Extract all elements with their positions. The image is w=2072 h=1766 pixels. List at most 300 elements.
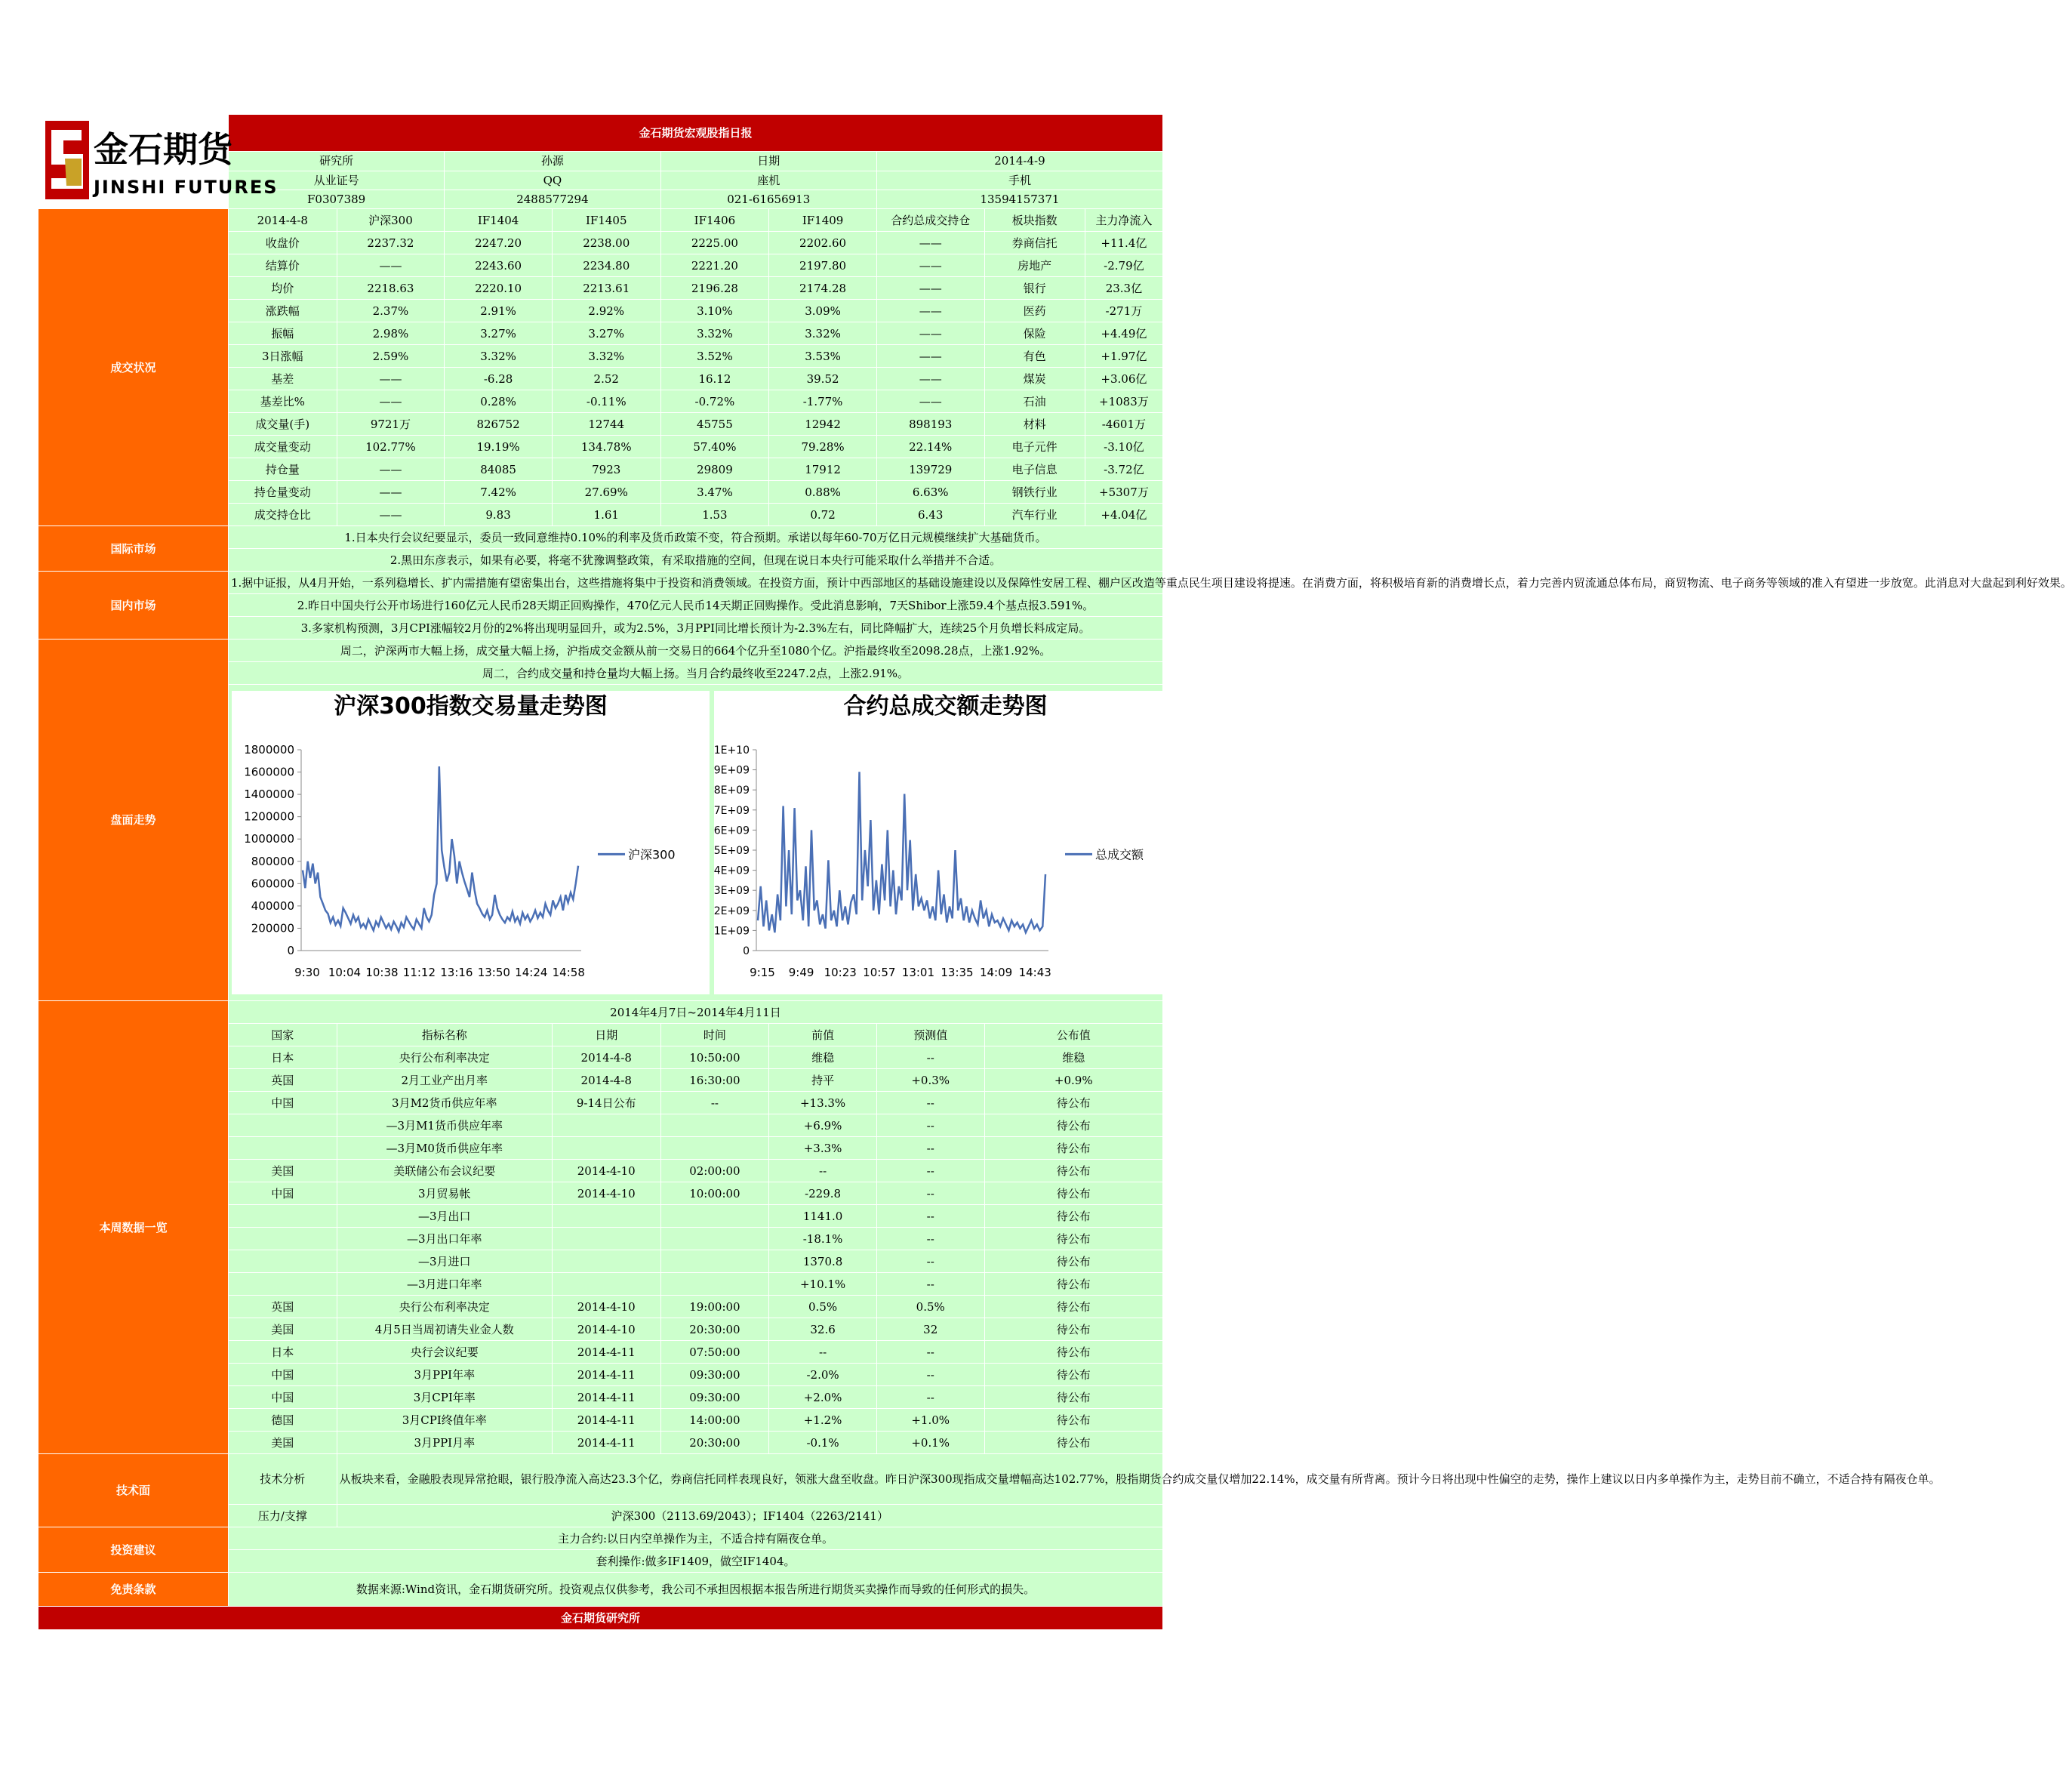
trade-cell: 房地产	[984, 254, 1085, 277]
tech-label: 压力/支撑	[228, 1505, 337, 1527]
trade-header-cell: 主力净流入	[1085, 209, 1162, 232]
trade-header-cell: 合约总成交持仓	[876, 209, 984, 232]
weekly-cell: 3月PPI年率	[337, 1364, 552, 1386]
domestic-market-text: 3.多家机构预测，3月CPI涨幅较2月份的2%将出现明显回升，或为2.5%，3月PPI同比增长预计为-2.3%左右，同比降幅扩大，连续25个月负增长料成定局。	[228, 617, 1162, 640]
header-info-cell: 从业证号	[228, 171, 444, 190]
trade-cell: 7923	[552, 458, 660, 481]
logo-cn-text: 金石期货	[94, 129, 233, 170]
section-trade: 成交状况	[38, 209, 229, 526]
weekly-cell: 10:00:00	[660, 1182, 769, 1205]
weekly-cell	[228, 1228, 337, 1250]
y-tick-label: 0	[743, 945, 750, 957]
trade-cell: 医药	[984, 300, 1085, 322]
weekly-cell: 中国	[228, 1386, 337, 1409]
trade-cell: 持仓量	[228, 458, 337, 481]
section-disclaimer: 免责条款	[38, 1573, 229, 1607]
y-tick-label: 7E+09	[713, 804, 750, 817]
weekly-cell: —3月出口	[337, 1205, 552, 1228]
x-tick-label: 9:15	[750, 966, 775, 979]
trade-cell: 汽车行业	[984, 504, 1085, 526]
weekly-header-cell: 国家	[228, 1024, 337, 1046]
trade-cell: ——	[337, 254, 445, 277]
trade-cell: 3.32%	[660, 322, 769, 345]
weekly-cell: 待公布	[984, 1092, 1162, 1114]
weekly-cell: 14:00:00	[660, 1409, 769, 1432]
weekly-cell: --	[876, 1250, 984, 1273]
y-tick-label: 1E+10	[713, 744, 750, 757]
x-tick-label: 9:49	[788, 966, 814, 979]
weekly-cell	[552, 1228, 660, 1250]
trade-cell: 6.63%	[876, 481, 984, 504]
trade-cell: -271万	[1085, 300, 1162, 322]
weekly-cell: 3月贸易帐	[337, 1182, 552, 1205]
chart-container	[232, 691, 1159, 994]
trade-cell: 2237.32	[337, 232, 445, 254]
weekly-cell: --	[876, 1273, 984, 1296]
header-info-cell: F0307389	[228, 190, 444, 208]
weekly-cell	[228, 1137, 337, 1160]
weekly-cell: +6.9%	[769, 1114, 877, 1137]
weekly-header-cell: 公布值	[984, 1024, 1162, 1046]
chart-svg	[714, 691, 1177, 994]
trade-cell: 煤炭	[984, 368, 1085, 390]
trade-cell: 2.59%	[337, 345, 445, 368]
y-tick-label: 3E+09	[713, 885, 750, 898]
weekly-cell: 2014-4-11	[552, 1409, 660, 1432]
trade-cell: ——	[876, 345, 984, 368]
legend-label: 总成交额	[1094, 847, 1144, 862]
weekly-cell: +0.1%	[876, 1432, 984, 1454]
trade-cell: -1.77%	[769, 390, 877, 413]
header-info-cell: 021-61656913	[660, 190, 876, 208]
x-tick-label: 9:30	[294, 966, 320, 979]
y-tick-label: 1E+09	[713, 925, 750, 938]
weekly-cell: -0.1%	[769, 1432, 877, 1454]
weekly-cell: --	[876, 1114, 984, 1137]
y-tick-label: 1600000	[244, 765, 294, 779]
trade-cell: 45755	[660, 413, 769, 436]
trade-cell: 2197.80	[769, 254, 877, 277]
trade-cell: +11.4亿	[1085, 232, 1162, 254]
weekly-cell: —3月进口	[337, 1250, 552, 1273]
weekly-cell: 2014-4-10	[552, 1318, 660, 1341]
trade-cell: 29809	[660, 458, 769, 481]
weekly-cell: --	[876, 1092, 984, 1114]
y-tick-label: 0	[287, 944, 294, 957]
header-info-cell: QQ	[445, 171, 660, 190]
weekly-cell: 1370.8	[769, 1250, 877, 1273]
weekly-cell	[228, 1250, 337, 1273]
trade-cell: +5307万	[1085, 481, 1162, 504]
weekly-cell: 2月工业产出月率	[337, 1069, 552, 1092]
trade-cell: 12744	[552, 413, 660, 436]
trade-cell: 结算价	[228, 254, 337, 277]
weekly-cell: --	[769, 1341, 877, 1364]
chart-0	[232, 691, 710, 994]
weekly-cell: 美国	[228, 1432, 337, 1454]
advice-text: 主力合约:以日内空单操作为主，不适合持有隔夜仓单。	[228, 1527, 1162, 1550]
section-domestic: 国内市场	[38, 572, 229, 640]
trade-cell: ——	[337, 504, 445, 526]
weekly-cell: 07:50:00	[660, 1341, 769, 1364]
weekly-header-cell: 预测值	[876, 1024, 984, 1046]
trade-cell: 7.42%	[445, 481, 553, 504]
y-tick-label: 8E+09	[713, 784, 750, 797]
weekly-cell: 2014-4-10	[552, 1182, 660, 1205]
weekly-cell: -18.1%	[769, 1228, 877, 1250]
x-tick-label: 13:50	[477, 966, 510, 979]
trade-cell: 134.78%	[552, 436, 660, 458]
y-tick-label: 400000	[251, 898, 294, 913]
trade-cell: 基差比%	[228, 390, 337, 413]
weekly-cell: 2014-4-11	[552, 1364, 660, 1386]
trade-cell: 2.92%	[552, 300, 660, 322]
weekly-cell: 待公布	[984, 1160, 1162, 1182]
x-tick-label: 14:09	[979, 966, 1013, 979]
tech-levels: 沪深300（2113.69/2043）；IF1404（2263/2141）	[337, 1505, 1162, 1527]
trade-cell: ——	[876, 254, 984, 277]
trade-cell: 139729	[876, 458, 984, 481]
weekly-cell: 32.6	[769, 1318, 877, 1341]
weekly-cell: +0.3%	[876, 1069, 984, 1092]
y-tick-label: 600000	[251, 877, 294, 891]
trade-cell: 826752	[445, 413, 553, 436]
trade-cell: ——	[876, 277, 984, 300]
advice-text: 套利操作:做多IF1409，做空IF1404。	[228, 1550, 1162, 1573]
trade-cell: 9.83	[445, 504, 553, 526]
weekly-cell: 3月PPI月率	[337, 1432, 552, 1454]
weekly-cell: 2014-4-11	[552, 1341, 660, 1364]
trade-cell: 3.53%	[769, 345, 877, 368]
trade-header-cell: IF1404	[445, 209, 553, 232]
weekly-cell: 待公布	[984, 1386, 1162, 1409]
weekly-cell: 4月5日当周初请失业金人数	[337, 1318, 552, 1341]
weekly-cell: --	[876, 1205, 984, 1228]
trade-cell: 2221.20	[660, 254, 769, 277]
trade-cell: -3.10亿	[1085, 436, 1162, 458]
report-table	[38, 114, 2072, 1630]
trade-cell: 石油	[984, 390, 1085, 413]
trade-cell: 3日涨幅	[228, 345, 337, 368]
weekly-cell	[552, 1205, 660, 1228]
weekly-header-cell: 日期	[552, 1024, 660, 1046]
trade-cell: ——	[337, 390, 445, 413]
y-tick-label: 1800000	[244, 743, 294, 757]
trade-cell: 2.37%	[337, 300, 445, 322]
weekly-cell: 日本	[228, 1341, 337, 1364]
weekly-cell	[228, 1273, 337, 1296]
trade-cell: 2243.60	[445, 254, 553, 277]
trade-cell: 成交量变动	[228, 436, 337, 458]
trade-header-cell: 2014-4-8	[228, 209, 337, 232]
weekly-cell: 3月CPI年率	[337, 1386, 552, 1409]
trade-cell: 3.27%	[445, 322, 553, 345]
trade-cell: 1.53	[660, 504, 769, 526]
header-info-cell: 2488577294	[445, 190, 660, 208]
trend-text: 周二，合约成交量和持仓量均大幅上扬。当月合约最终收至2247.2点，上涨2.91%。	[228, 662, 1162, 685]
weekly-cell: --	[876, 1364, 984, 1386]
weekly-cell: 19:00:00	[660, 1296, 769, 1318]
trade-cell: 9721万	[337, 413, 445, 436]
weekly-cell: +1.2%	[769, 1409, 877, 1432]
y-tick-label: 9E+09	[713, 764, 750, 777]
trade-cell: 2220.10	[445, 277, 553, 300]
weekly-cell	[228, 1205, 337, 1228]
trade-cell: 电子元件	[984, 436, 1085, 458]
trade-cell: -4601万	[1085, 413, 1162, 436]
trade-header-cell: IF1409	[769, 209, 877, 232]
weekly-cell	[660, 1114, 769, 1137]
section-advice: 投资建议	[38, 1527, 229, 1573]
weekly-cell: +3.3%	[769, 1137, 877, 1160]
weekly-cell	[660, 1250, 769, 1273]
weekly-cell: 2014-4-10	[552, 1296, 660, 1318]
weekly-cell: 待公布	[984, 1273, 1162, 1296]
trade-cell: 振幅	[228, 322, 337, 345]
trade-cell: 持仓量变动	[228, 481, 337, 504]
weekly-cell: 10:50:00	[660, 1046, 769, 1069]
y-tick-label: 200000	[251, 921, 294, 935]
weekly-cell: 0.5%	[876, 1296, 984, 1318]
weekly-cell: --	[769, 1160, 877, 1182]
weekly-cell: 20:30:00	[660, 1318, 769, 1341]
trade-cell: ——	[876, 390, 984, 413]
trade-cell: 收盘价	[228, 232, 337, 254]
trade-cell: 2218.63	[337, 277, 445, 300]
trade-cell: -6.28	[445, 368, 553, 390]
trade-header-cell: 沪深300	[337, 209, 445, 232]
jinshi-logo-icon	[42, 115, 279, 205]
domestic-market-text: 2.昨日中国央行公开市场进行160亿元人民币28天期正回购操作，470亿元人民币14天期正回购操作。受此消息影响，7天Shibor上涨59.4个基点报3.591%。	[228, 594, 1162, 617]
trade-cell: 银行	[984, 277, 1085, 300]
section-trend: 盘面走势	[38, 640, 229, 1001]
weekly-cell: 0.5%	[769, 1296, 877, 1318]
weekly-cell: 待公布	[984, 1228, 1162, 1250]
weekly-cell: —3月M0货币供应年率	[337, 1137, 552, 1160]
trade-cell: 17912	[769, 458, 877, 481]
trade-cell: 898193	[876, 413, 984, 436]
trade-cell: 2234.80	[552, 254, 660, 277]
trade-cell: -0.11%	[552, 390, 660, 413]
weekly-cell: 32	[876, 1318, 984, 1341]
weekly-cell: 央行公布利率决定	[337, 1046, 552, 1069]
logo-en-text: JINSHI FUTURES	[94, 177, 279, 198]
weekly-cell: 维稳	[984, 1046, 1162, 1069]
series-line	[758, 772, 1045, 932]
weekly-cell	[660, 1273, 769, 1296]
weekly-header-cell: 前值	[769, 1024, 877, 1046]
weekly-cell: 央行公布利率决定	[337, 1296, 552, 1318]
weekly-cell: 20:30:00	[660, 1432, 769, 1454]
trade-cell: 均价	[228, 277, 337, 300]
domestic-market-text: 1.据中证报，从4月开始，一系列稳增长、扩内需措施有望密集出台，这些措施将集中于投资和消费领域。在投资方面，预计中西部地区的基础设施建设以及保障性安居工程、棚户区改造等重点民生项目建设将提速。在消费方面，将积极培育新的消费增长点，着力完善内贸流通总体布局，商贸物流、电子商务等领域的准入有望进一步放宽。此消息对大盘起到利好效果。	[228, 572, 1162, 594]
weekly-cell: 3月CPI终值年率	[337, 1409, 552, 1432]
weekly-cell	[228, 1114, 337, 1137]
weekly-cell: 待公布	[984, 1296, 1162, 1318]
intl-market-text: 1.日本央行会议纪要显示，委员一致同意维持0.10%的利率及货币政策不变，符合预期。承诺以每年60-70万亿日元规模继续扩大基础货币。	[228, 526, 1162, 549]
weekly-cell	[552, 1137, 660, 1160]
trade-cell: 22.14%	[876, 436, 984, 458]
trade-cell: 2174.28	[769, 277, 877, 300]
x-tick-label: 11:12	[402, 966, 436, 979]
header-info-cell: 手机	[876, 171, 1162, 190]
weekly-header-cell: 时间	[660, 1024, 769, 1046]
report-title: 金石期货宏观股指日报	[228, 115, 1162, 152]
trade-cell: 材料	[984, 413, 1085, 436]
weekly-cell: 2014-4-8	[552, 1069, 660, 1092]
trade-cell: ——	[337, 481, 445, 504]
weekly-cell: +1.0%	[876, 1409, 984, 1432]
trade-cell: 3.32%	[445, 345, 553, 368]
trade-cell: 0.88%	[769, 481, 877, 504]
weekly-cell: 2014-4-11	[552, 1386, 660, 1409]
weekly-cell: +0.9%	[984, 1069, 1162, 1092]
trade-cell: 券商信托	[984, 232, 1085, 254]
weekly-cell: --	[876, 1386, 984, 1409]
weekly-cell: 2014-4-11	[552, 1432, 660, 1454]
trade-cell: 有色	[984, 345, 1085, 368]
trade-cell: -2.79亿	[1085, 254, 1162, 277]
chart-title: 合约总成交额走势图	[843, 693, 1048, 720]
header-info-cell: 研究所	[228, 152, 444, 171]
x-tick-label: 13:01	[901, 966, 934, 979]
trade-cell: 3.27%	[552, 322, 660, 345]
x-tick-label: 10:04	[328, 966, 362, 979]
trade-cell: -3.72亿	[1085, 458, 1162, 481]
x-tick-label: 10:23	[824, 966, 857, 979]
weekly-cell: 16:30:00	[660, 1069, 769, 1092]
weekly-cell: +2.0%	[769, 1386, 877, 1409]
y-tick-label: 1400000	[244, 787, 294, 802]
weekly-cell	[552, 1114, 660, 1137]
trade-cell: 3.32%	[552, 345, 660, 368]
header-info-cell: 2014-4-9	[876, 152, 1162, 171]
tech-label: 技术分析	[228, 1454, 337, 1505]
tech-analysis-text: 从板块来看，金融股表现异常抢眼，银行股净流入高达23.3个亿，券商信托同样表现良好，领涨大盘至收盘。昨日沪深300现指成交量增幅高达102.77%，股指期货合约成交量仅增加22.14%，成交量有所背离。预计今日将出现中性偏空的走势，操作上建议以日内多单操作为主，走势目前不确立，不适合持有隔夜仓单。	[337, 1454, 1162, 1505]
weekly-cell: --	[876, 1137, 984, 1160]
section-intl: 国际市场	[38, 526, 229, 572]
weekly-cell: 美国	[228, 1160, 337, 1182]
chart-area	[228, 685, 1162, 1001]
trade-cell: 2213.61	[552, 277, 660, 300]
weekly-cell: 持平	[769, 1069, 877, 1092]
weekly-cell	[552, 1273, 660, 1296]
trade-cell: 3.09%	[769, 300, 877, 322]
trade-cell: ——	[876, 300, 984, 322]
chart-1	[714, 691, 1177, 994]
trade-cell: 12942	[769, 413, 877, 436]
trade-cell: 成交量(手)	[228, 413, 337, 436]
weekly-cell	[660, 1228, 769, 1250]
trade-cell: +1083万	[1085, 390, 1162, 413]
y-tick-label: 1000000	[244, 832, 294, 846]
trade-cell: 2196.28	[660, 277, 769, 300]
weekly-cell	[552, 1250, 660, 1273]
weekly-cell: 英国	[228, 1296, 337, 1318]
trade-cell: ——	[876, 322, 984, 345]
x-tick-label: 10:57	[863, 966, 896, 979]
weekly-cell: 德国	[228, 1409, 337, 1432]
weekly-cell: 待公布	[984, 1341, 1162, 1364]
weekly-cell: 待公布	[984, 1364, 1162, 1386]
footer-bar: 金石期货研究所	[38, 1607, 1163, 1630]
trade-cell: ——	[876, 368, 984, 390]
y-tick-label: 6E+09	[713, 824, 750, 837]
trade-cell: ——	[337, 458, 445, 481]
weekly-cell: --	[876, 1228, 984, 1250]
weekly-cell: 1141.0	[769, 1205, 877, 1228]
trade-cell: 钢铁行业	[984, 481, 1085, 504]
trade-cell: -0.72%	[660, 390, 769, 413]
trade-cell: 2.98%	[337, 322, 445, 345]
weekly-cell: 中国	[228, 1182, 337, 1205]
legend-label: 沪深300	[627, 847, 676, 862]
trade-cell: 2238.00	[552, 232, 660, 254]
header-info-cell: 孙源	[445, 152, 660, 171]
x-tick-label: 14:58	[552, 966, 585, 979]
y-tick-label: 4E+09	[713, 865, 750, 877]
y-tick-label: 2E+09	[713, 905, 750, 917]
weekly-header-cell: 指标名称	[337, 1024, 552, 1046]
trade-cell: 39.52	[769, 368, 877, 390]
trade-cell: 2225.00	[660, 232, 769, 254]
weekly-cell: 中国	[228, 1092, 337, 1114]
weekly-cell: 02:00:00	[660, 1160, 769, 1182]
weekly-cell: 2014-4-8	[552, 1046, 660, 1069]
weekly-cell: -229.8	[769, 1182, 877, 1205]
report	[38, 114, 2072, 1630]
trade-cell: 16.12	[660, 368, 769, 390]
weekly-cell: 英国	[228, 1069, 337, 1092]
weekly-cell: --	[876, 1341, 984, 1364]
weekly-cell: 待公布	[984, 1318, 1162, 1341]
trade-cell: 102.77%	[337, 436, 445, 458]
y-tick-label: 1200000	[244, 809, 294, 824]
weekly-cell: —3月进口年率	[337, 1273, 552, 1296]
trade-cell: 1.61	[552, 504, 660, 526]
weekly-cell: 待公布	[984, 1250, 1162, 1273]
disclaimer-text: 数据来源:Wind资讯，金石期货研究所。投资观点仅供参考，我公司不承担因根据本报告所进行期货买卖操作而导致的任何形式的损失。	[228, 1573, 1162, 1607]
trade-cell: +1.97亿	[1085, 345, 1162, 368]
trade-cell: 6.43	[876, 504, 984, 526]
company-logo	[38, 115, 279, 209]
weekly-cell: 待公布	[984, 1205, 1162, 1228]
trade-cell: 19.19%	[445, 436, 553, 458]
trade-cell: 2247.20	[445, 232, 553, 254]
weekly-cell: 美国	[228, 1318, 337, 1341]
weekly-cell	[660, 1137, 769, 1160]
trade-cell: 3.10%	[660, 300, 769, 322]
chart-title: 沪深300指数交易量走势图	[334, 693, 608, 720]
weekly-cell: --	[660, 1092, 769, 1114]
weekly-cell: —3月M1货币供应年率	[337, 1114, 552, 1137]
x-tick-label: 13:35	[941, 966, 974, 979]
weekly-cell: +13.3%	[769, 1092, 877, 1114]
weekly-cell: --	[876, 1160, 984, 1182]
section-weekly: 本周数据一览	[38, 1001, 229, 1454]
trade-cell: +3.06亿	[1085, 368, 1162, 390]
y-tick-label: 800000	[251, 854, 294, 868]
weekly-cell: 9-14日公布	[552, 1092, 660, 1114]
weekly-cell: 待公布	[984, 1137, 1162, 1160]
x-tick-label: 10:38	[365, 966, 399, 979]
weekly-cell: 日本	[228, 1046, 337, 1069]
trade-cell: 2202.60	[769, 232, 877, 254]
intl-market-text: 2.黑田东彦表示，如果有必要，将毫不犹豫调整政策，有采取措施的空间，但现在说日本央行可能采取什么举措并不合适。	[228, 549, 1162, 572]
weekly-cell: —3月出口年率	[337, 1228, 552, 1250]
weekly-cell: 维稳	[769, 1046, 877, 1069]
weekly-cell: 中国	[228, 1364, 337, 1386]
